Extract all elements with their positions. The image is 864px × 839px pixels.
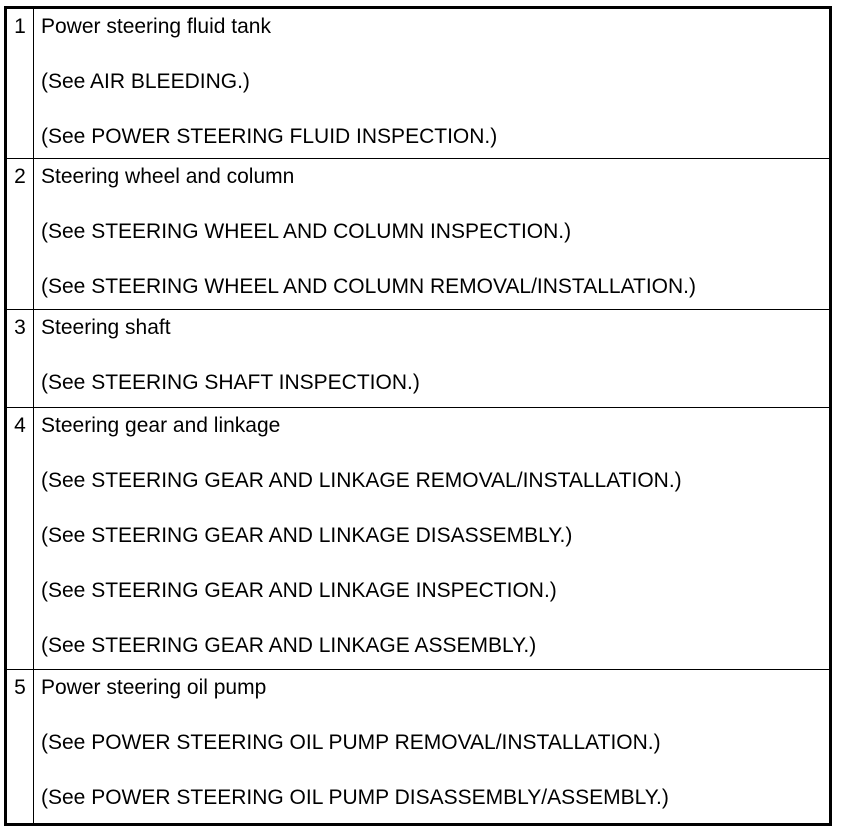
reference-link[interactable]: (See POWER STEERING OIL PUMP REMOVAL/INSTALLATION.) bbox=[41, 731, 661, 754]
table-row bbox=[7, 309, 829, 408]
row-number: 2 bbox=[14, 165, 26, 188]
reference-link[interactable]: (See POWER STEERING FLUID INSPECTION.) bbox=[41, 125, 498, 148]
row-title: Steering shaft bbox=[41, 316, 171, 339]
table-row bbox=[7, 407, 829, 670]
table-row bbox=[7, 158, 829, 310]
row-number: 3 bbox=[14, 316, 26, 339]
steering-components-table bbox=[4, 6, 832, 826]
table-row bbox=[7, 669, 829, 824]
row-title: Power steering fluid tank bbox=[41, 15, 271, 38]
row-number: 4 bbox=[14, 414, 26, 437]
reference-link[interactable]: (See STEERING GEAR AND LINKAGE ASSEMBLY.) bbox=[41, 634, 537, 657]
reference-link[interactable]: (See STEERING GEAR AND LINKAGE REMOVAL/INSTALLATION.) bbox=[41, 469, 682, 492]
reference-link[interactable]: (See STEERING GEAR AND LINKAGE INSPECTION.) bbox=[41, 579, 557, 602]
reference-link[interactable]: (See AIR BLEEDING.) bbox=[41, 70, 250, 93]
row-title: Power steering oil pump bbox=[41, 676, 267, 699]
reference-link[interactable]: (See STEERING WHEEL AND COLUMN REMOVAL/INSTALLATION.) bbox=[41, 275, 697, 298]
reference-link[interactable]: (See STEERING SHAFT INSPECTION.) bbox=[41, 371, 420, 394]
table-row bbox=[7, 9, 829, 158]
reference-link[interactable]: (See STEERING WHEEL AND COLUMN INSPECTION.) bbox=[41, 220, 572, 243]
reference-link[interactable]: (See STEERING GEAR AND LINKAGE DISASSEMBLY.) bbox=[41, 524, 573, 547]
row-number: 5 bbox=[14, 676, 26, 699]
row-title: Steering gear and linkage bbox=[41, 414, 281, 437]
row-number: 1 bbox=[14, 15, 26, 38]
row-title: Steering wheel and column bbox=[41, 165, 295, 188]
reference-link[interactable]: (See POWER STEERING OIL PUMP DISASSEMBLY/ASSEMBLY.) bbox=[41, 786, 669, 809]
